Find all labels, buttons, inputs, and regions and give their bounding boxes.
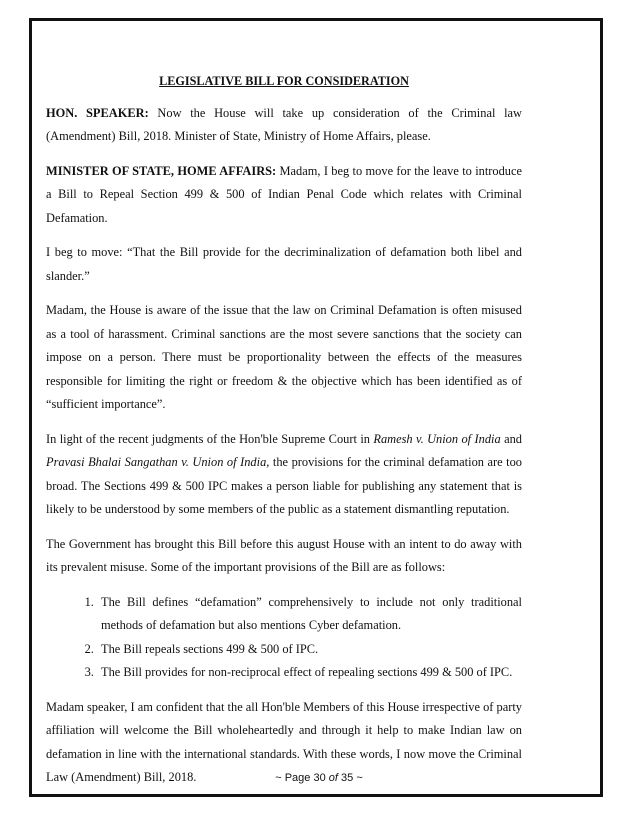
document-title: LEGISLATIVE BILL FOR CONSIDERATION [159, 74, 409, 88]
list-item: 2. The Bill repeals sections 499 & 500 of IPC. [97, 638, 522, 662]
provisions-list [46, 591, 522, 685]
paragraph-judgments [46, 428, 522, 522]
judgments-text-2: and [500, 431, 522, 446]
paragraph-minister [46, 160, 522, 231]
footer-prefix: ~ Page [275, 772, 314, 784]
footer-of: of [328, 772, 338, 784]
case-pravasi: Pravasi Bhalai Sangathan v. Union of India [46, 455, 267, 469]
footer-suffix: ~ [353, 772, 363, 784]
paragraph-closing: Madam speaker, I am confident that the all Hon'ble Members of this House irrespective of party affiliation will welcome the Bill wholeheartedly and through it help to make Indian law on defamation in line with the international standards. With these words, I now move the Criminal Law (Amendment) Bill, 2018. [46, 699, 522, 784]
speaker-name: HON. SPEAKER: [46, 105, 149, 120]
list-item: 3. The Bill provides for non-reciprocal effect of repealing sections 499 & 500 of IPC. [97, 661, 522, 685]
case-ramesh: Ramesh v. Union of India [373, 431, 501, 446]
list-item: 1. The Bill defines “defamation” comprehensively to include not only traditional methods of defamation but also mentions Cyber defamation. [97, 591, 522, 638]
minister-name: MINISTER OF STATE, HOME AFFAIRS: [46, 163, 277, 178]
judgments-text-1: In light of the recent judgments of the Hon'ble Supreme Court in [46, 431, 374, 446]
paragraph-motion: I beg to move: “That the Bill provide for the decriminalization of defamation both libel and slander.” [46, 245, 522, 283]
page-total: 35 [341, 772, 354, 784]
page-footer [0, 772, 638, 784]
judgments-text-3: , the provisions for the criminal defamation are too broad. The Sections 499 & 500 IPC makes a person liable for publishing any statement that is likely to be understood by some members of the public as a statement dismantling reputation. [46, 455, 522, 516]
document-body [46, 18, 522, 801]
minister-text: Madam, I beg to move for the leave to introduce a Bill to Repeal Section 499 & 500 of Indian Penal Code which relates with Criminal Defamation. [46, 163, 522, 225]
speaker-text: Now the House will take up consideration of the Criminal law (Amendment) Bill, 2018. Minister of State, Ministry of Home Affairs, please. [46, 105, 522, 143]
page-number: 30 [313, 772, 326, 784]
paragraph-harassment: Madam, the House is aware of the issue that the law on Criminal Defamation is often misused as a tool of harassment. Criminal sanctions are the most severe sanctions that the society can impose on a person. There must be proportionality between the effects of the measures responsible for limiting the right or freedom & the objective which has been identified as of “sufficient importance”. [46, 303, 522, 411]
paragraph-government: The Government has brought this Bill before this august House with an intent to do away with its prevalent misuse. Some of the important provisions of the Bill are as follows: [46, 536, 522, 574]
paragraph-speaker [46, 102, 522, 149]
